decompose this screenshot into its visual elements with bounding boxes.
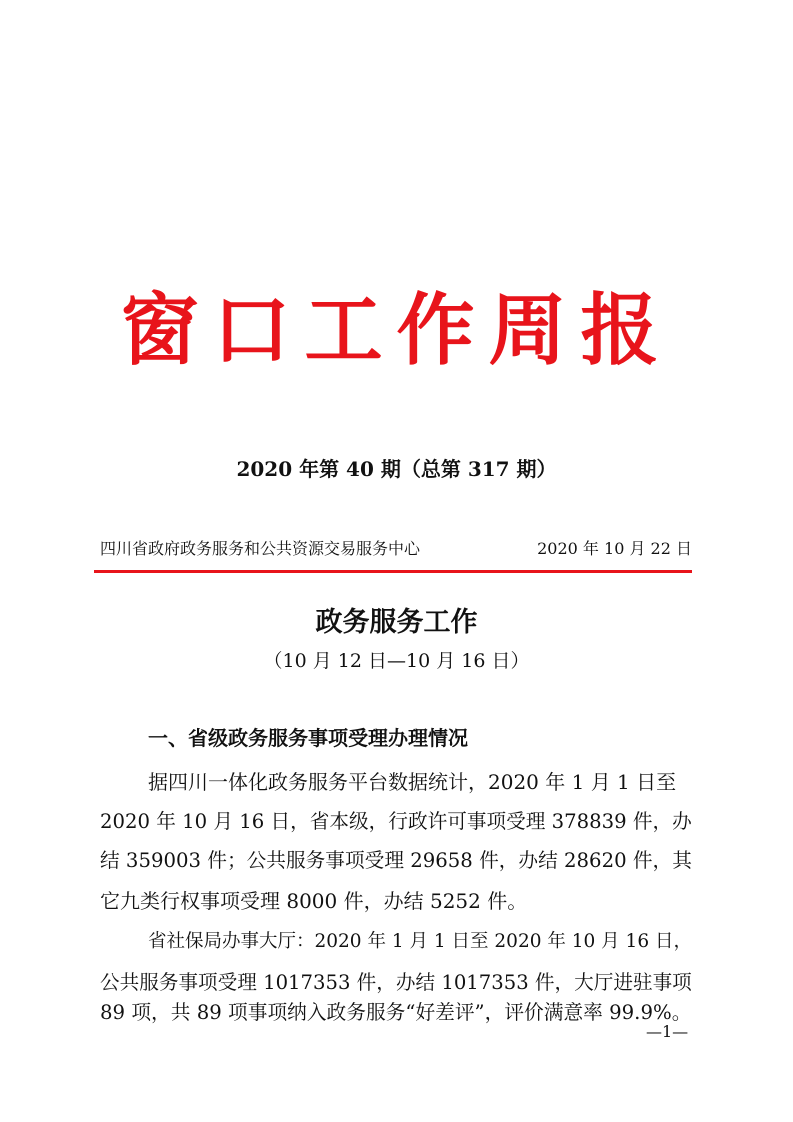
page-number: —1— bbox=[646, 1022, 689, 1041]
section-title: 政务服务工作 bbox=[315, 607, 478, 638]
para2-line2: 公共服务事项受理 1017353 件，办结 1017353 件，大厅进驻事项 bbox=[100, 971, 692, 994]
para2-line1: 省社保局办事大厅：2020 年 1 月 1 日至 2020 年 10 月 16 日， bbox=[148, 931, 692, 952]
publish-date: 2020 年 10 月 22 日 bbox=[537, 539, 692, 558]
para1-line3: 结 359003 件；公共服务事项受理 29658 件，办结 28620 件，其 bbox=[100, 849, 692, 872]
para1-line4: 它九类行权事项受理 8000 件，办结 5252 件。 bbox=[100, 889, 528, 913]
issue-number: 2020 年第 40 期（总第 317 期） bbox=[236, 457, 557, 481]
publisher-org: 四川省政府政务服务和公共资源交易服务中心 bbox=[100, 539, 421, 558]
subsection-heading: 一、省级政务服务事项受理办理情况 bbox=[148, 726, 468, 750]
section-date-range: （10 月 12 日—10 月 16 日） bbox=[263, 650, 530, 672]
para1-line2: 2020 年 10 月 16 日，省本级，行政许可事项受理 378839 件，办 bbox=[100, 810, 692, 833]
para2-line3: 89 项，共 89 项事项纳入政务服务“好差评”，评价满意率 99.9%。 bbox=[100, 1001, 692, 1024]
para1-line1: 据四川一体化政务服务平台数据统计，2020 年 1 月 1 日至 bbox=[148, 770, 677, 794]
red-divider bbox=[94, 570, 692, 573]
masthead-title: 窗口工作周报 bbox=[120, 285, 673, 376]
